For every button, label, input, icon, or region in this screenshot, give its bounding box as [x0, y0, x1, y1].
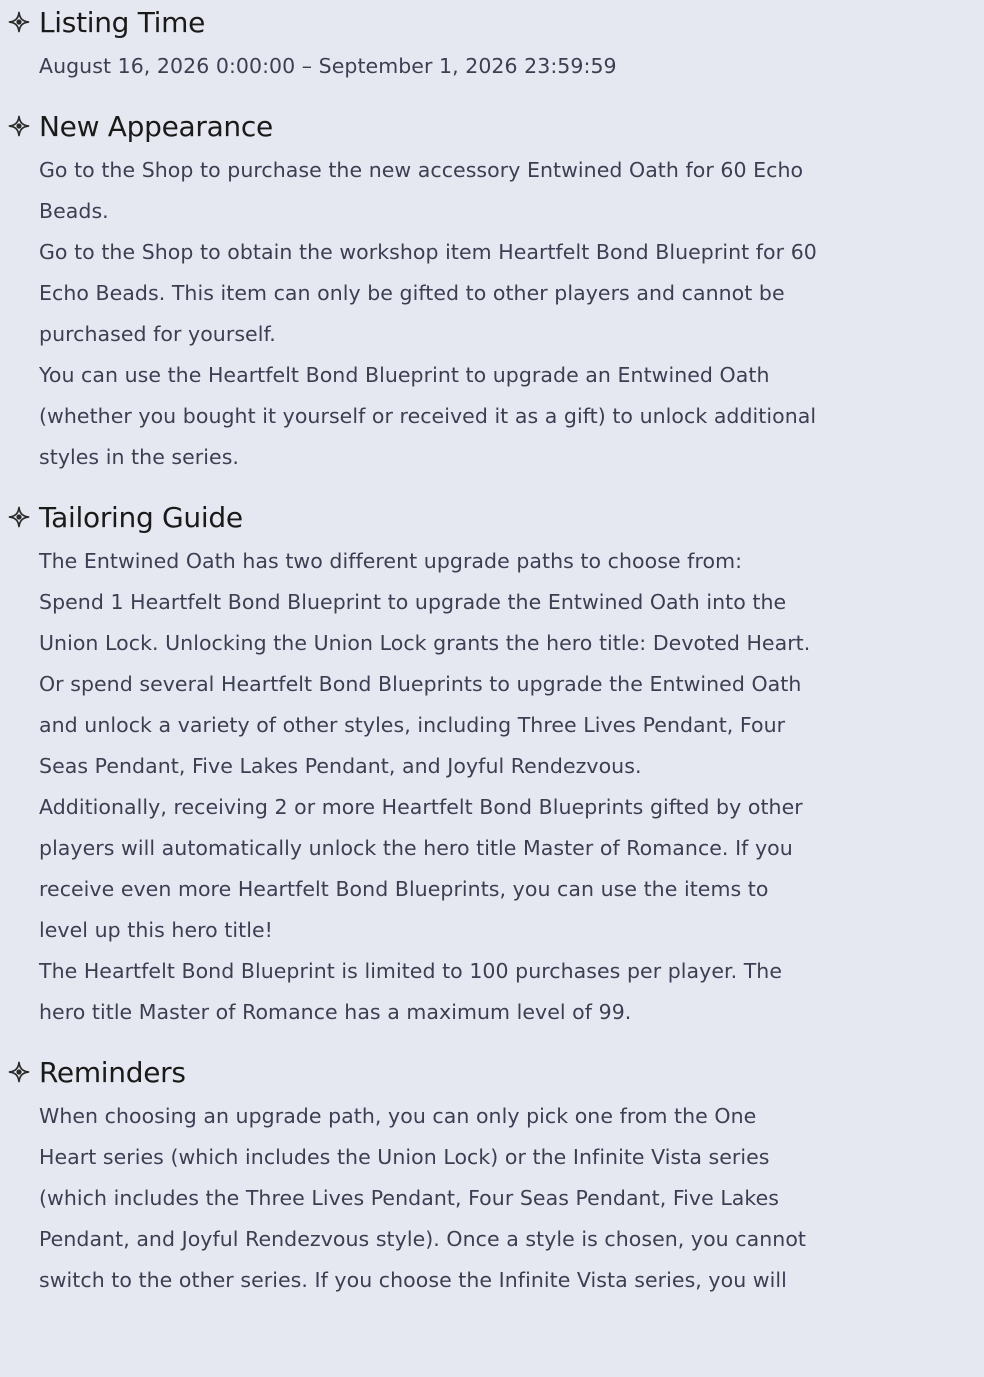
section-title: Tailoring Guide — [39, 500, 243, 534]
paragraph: Go to the Shop to purchase the new accessory Entwined Oath for 60 Echo Beads. — [39, 158, 804, 223]
paragraph: The Entwined Oath has two different upgrade paths to choose from: — [39, 549, 743, 573]
paragraph: When choosing an upgrade path, you can only pick one from the One Heart series (which includes the Union Lock) or the Infinite Vista series (which includes the Three Lives Pendant, Four Seas Pendant, Five Lakes Pendant, and Joyful Rendezvous style). Once a style is chosen, you cannot switch to the other series. If you choose the Infinite Vista series, you will — [39, 1104, 806, 1292]
section-body — [8, 541, 819, 1033]
section-title: New Appearance — [39, 109, 273, 143]
section-title: Listing Time — [39, 5, 206, 39]
paragraph: Go to the Shop to obtain the workshop item Heartfelt Bond Blueprint for 60 Echo Beads. This item can only be gifted to other players and cannot be purchased for yourself. — [39, 240, 817, 346]
section-listing-time — [8, 2, 984, 87]
section-header — [8, 497, 984, 537]
paragraph: August 16, 2026 0:00:00 – September 1, 2026 23:59:59 — [39, 54, 617, 78]
section-body — [8, 150, 819, 478]
four-point-star-icon — [8, 11, 30, 33]
section-header — [8, 1052, 984, 1092]
paragraph: Or spend several Heartfelt Bond Blueprints to upgrade the Entwined Oath and unlock a variety of other styles, including Three Lives Pendant, Four Seas Pendant, Five Lakes Pendant, and Joyful Rendezvous. — [39, 672, 802, 778]
section-reminders — [8, 1052, 984, 1301]
paragraph: Additionally, receiving 2 or more Heartfelt Bond Blueprints gifted by other players will automatically unlock the hero title Master of Romance. If you receive even more Heartfelt Bond Blueprints, you can use the items to level up this hero title! — [39, 795, 803, 942]
section-header — [8, 2, 984, 42]
four-point-star-icon — [8, 1061, 30, 1083]
paragraph: Spend 1 Heartfelt Bond Blueprint to upgrade the Entwined Oath into the Union Lock. Unlocking the Union Lock grants the hero title: Devoted Heart. — [39, 590, 811, 655]
section-header — [8, 106, 984, 146]
four-point-star-icon — [8, 506, 30, 528]
paragraph: The Heartfelt Bond Blueprint is limited to 100 purchases per player. The hero title Master of Romance has a maximum level of 99. — [39, 959, 783, 1024]
paragraph: You can use the Heartfelt Bond Blueprint to upgrade an Entwined Oath (whether you bought it yourself or received it as a gift) to unlock additional styles in the series. — [39, 363, 817, 469]
section-new-appearance — [8, 106, 984, 478]
section-title: Reminders — [39, 1055, 186, 1089]
four-point-star-icon — [8, 115, 30, 137]
section-body — [8, 46, 819, 87]
section-body — [8, 1096, 819, 1301]
section-tailoring-guide — [8, 497, 984, 1033]
